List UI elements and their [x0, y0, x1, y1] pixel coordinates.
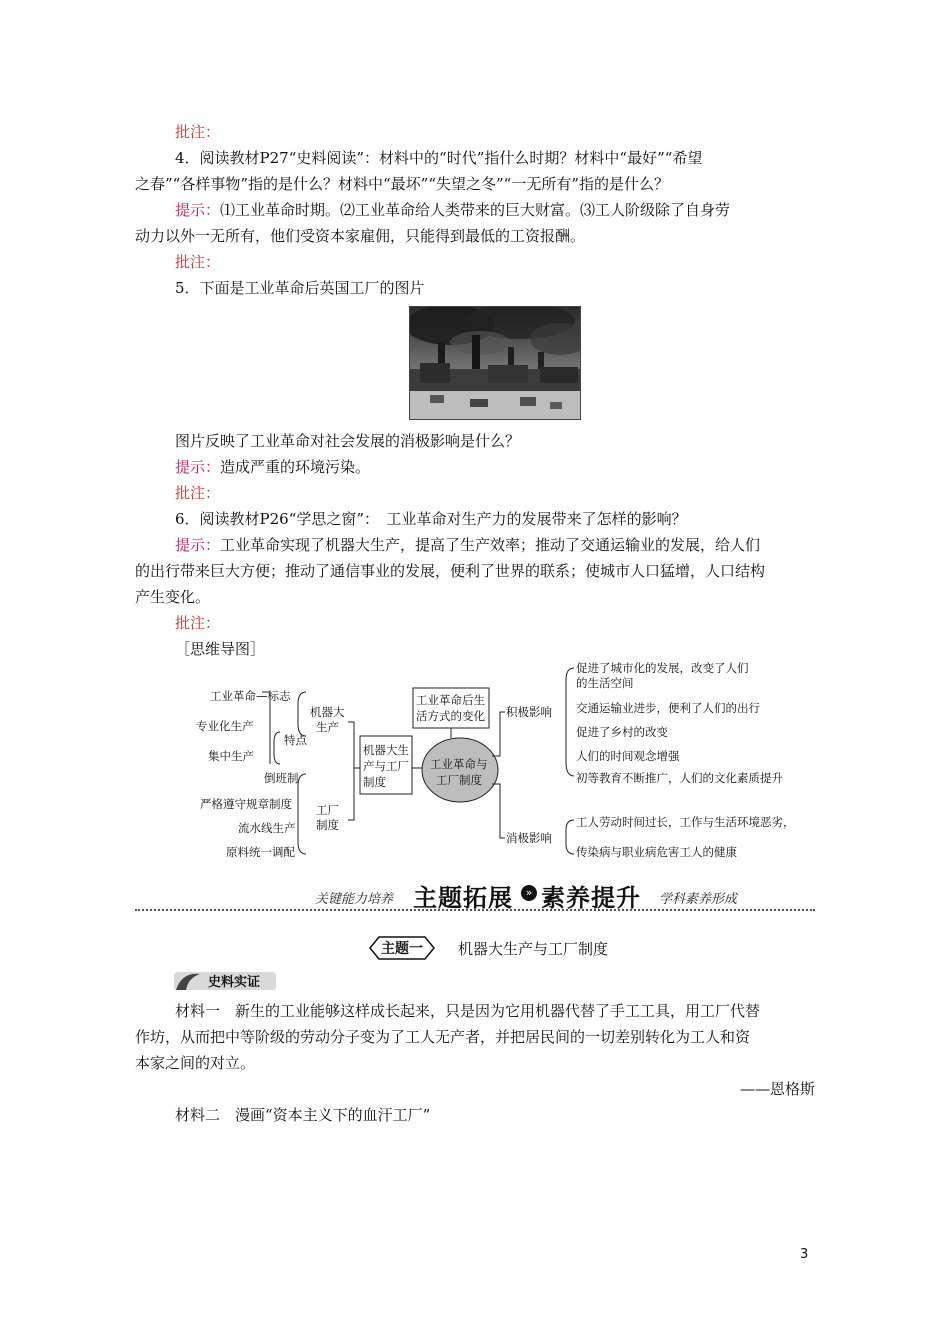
- mindmap-node-left: 机器大生: [363, 743, 409, 757]
- material-1-line-3: 本家之间的对立。: [135, 1054, 256, 1072]
- mindmap-leaf: 的生活空间: [576, 676, 634, 690]
- hint-label: 提示：: [175, 536, 221, 554]
- mindmap-node-left: 制度: [363, 775, 386, 789]
- theme-badge-text: 主题一: [381, 941, 423, 957]
- mindmap-node-machine: 机器大: [310, 705, 345, 719]
- banner-title-2: 素养提升: [541, 884, 641, 912]
- banner-right: 学科素养形成: [659, 892, 738, 907]
- mindmap-leaf: 传染病与职业病危害工人的健康: [576, 845, 737, 859]
- annotation-label: 批注：: [175, 253, 221, 271]
- mindmap-leaf: 倒班制: [264, 771, 299, 785]
- question-6-line-1: 6．阅读教材P26“学思之窗”： 工业革命对生产力的发展带来了怎样的影响？: [175, 510, 687, 528]
- evidence-badge: [172, 970, 278, 992]
- banner-title-1: 主题拓展: [413, 884, 513, 912]
- question-5-line-1: 5．下面是工业革命后英国工厂的图片: [175, 279, 425, 297]
- question-6-answer-line-2: 的出行带来巨大方便；推动了通信事业的发展，便利了世界的联系；使城市人口猛增，人口结构: [135, 562, 766, 580]
- mindmap-node-life: 工业革命后生: [416, 693, 485, 707]
- mindmap-node-features: 特点: [284, 733, 307, 747]
- question-4-answer-line-2: 动力以外一无所有，他们受资本家雇佣，只能得到最低的工资报酬。: [135, 227, 586, 245]
- mindmap-leaf: 人们的时间观念增强: [576, 749, 680, 763]
- mindmap-center: 工厂制度: [436, 773, 482, 787]
- section-banner: [135, 876, 815, 916]
- mindmap-leaf: 促进了乡村的改变: [576, 725, 668, 739]
- evidence-badge-text: 史料实证: [207, 975, 261, 990]
- annotation-label: 批注：: [175, 614, 221, 632]
- banner-divider: [135, 909, 815, 911]
- mindmap-node-factory: 制度: [316, 818, 339, 832]
- mindmap-heading: ［思维导图］: [175, 640, 266, 658]
- question-4-line-1: 4．阅读教材P27“史料阅读”：材料中的“时代”指什么时期？材料中“最好”“希望: [175, 149, 703, 167]
- question-5-answer: 提示：造成严重的环境污染。: [175, 458, 371, 476]
- mindmap-leaf: 原料统一调配: [226, 845, 295, 859]
- mindmap-leaf: 工人劳动时间过长，工作与生活环境恶劣，: [576, 815, 795, 829]
- factory-photo: [409, 306, 581, 420]
- mindmap-center: 工业革命与: [430, 757, 488, 771]
- material-2: 材料二 漫画“资本主义下的血汗工厂”: [175, 1106, 431, 1124]
- mind-map: [170, 652, 830, 867]
- material-1-line-2: 作坊，从而把中等阶级的劳动分子变为了工人无产者，并把居民间的一切差别转化为工人和资: [135, 1028, 751, 1046]
- chevron-right-icon: »: [521, 885, 537, 901]
- mindmap-leaf: 促进了城市化的发展，改变了人们: [576, 661, 749, 675]
- question-4-answer-line-1: 提示：⑴工业革命时期。⑵工业革命给人类带来的巨大财富。⑶工人阶级除了自身劳: [175, 201, 731, 219]
- theme-badge: [366, 935, 438, 961]
- theme-title: 机器大生产与工厂制度: [458, 940, 609, 958]
- material-1-line-1: 材料一 新生的工业能够这样成长起来，只是因为它用机器代替了手工工具，用工厂代替: [175, 1002, 761, 1020]
- page-number: 3: [800, 1247, 809, 1262]
- mindmap-leaf: 集中生产: [208, 749, 254, 763]
- hint-label: 提示：: [175, 458, 221, 476]
- question-6-answer-line-3: 产生变化。: [135, 588, 211, 606]
- annotation-label: 批注：: [175, 123, 221, 141]
- question-5-question: 图片反映了工业革命对社会发展的消极影响是什么？: [175, 432, 521, 450]
- mindmap-node-machine: 生产: [316, 720, 339, 734]
- mindmap-leaf: 严格遵守规章制度: [200, 797, 292, 811]
- mindmap-leaf: 流水线生产: [238, 821, 296, 835]
- mindmap-node-life: 活方式的变化: [416, 709, 485, 723]
- mindmap-node-negative: 消极影响: [506, 831, 552, 845]
- material-1-source: ——恩格斯: [739, 1080, 815, 1098]
- mindmap-node-positive: 积极影响: [506, 705, 552, 719]
- mindmap-node-left: 产与工厂: [363, 759, 409, 773]
- hint-label: 提示：: [175, 201, 221, 219]
- mindmap-leaf: 工业革命—标志: [210, 689, 291, 703]
- mindmap-leaf: 专业化生产: [196, 719, 254, 733]
- question-4-line-2: 之春”“各样事物”指的是什么？材料中“最坏”“失望之冬”“一无所有”指的是什么？: [135, 175, 670, 193]
- mindmap-node-factory: 工厂: [316, 803, 339, 817]
- banner-left: 关键能力培养: [315, 892, 394, 907]
- question-6-answer-line-1: 提示：工业革命实现了机器大生产，提高了生产效率；推动了交通运输业的发展，给人们: [175, 536, 761, 554]
- annotation-label: 批注：: [175, 484, 221, 502]
- mindmap-leaf: 初等教育不断推广，人们的文化素质提升: [576, 771, 783, 785]
- mindmap-leaf: 交通运输业进步，便利了人们的出行: [576, 701, 760, 715]
